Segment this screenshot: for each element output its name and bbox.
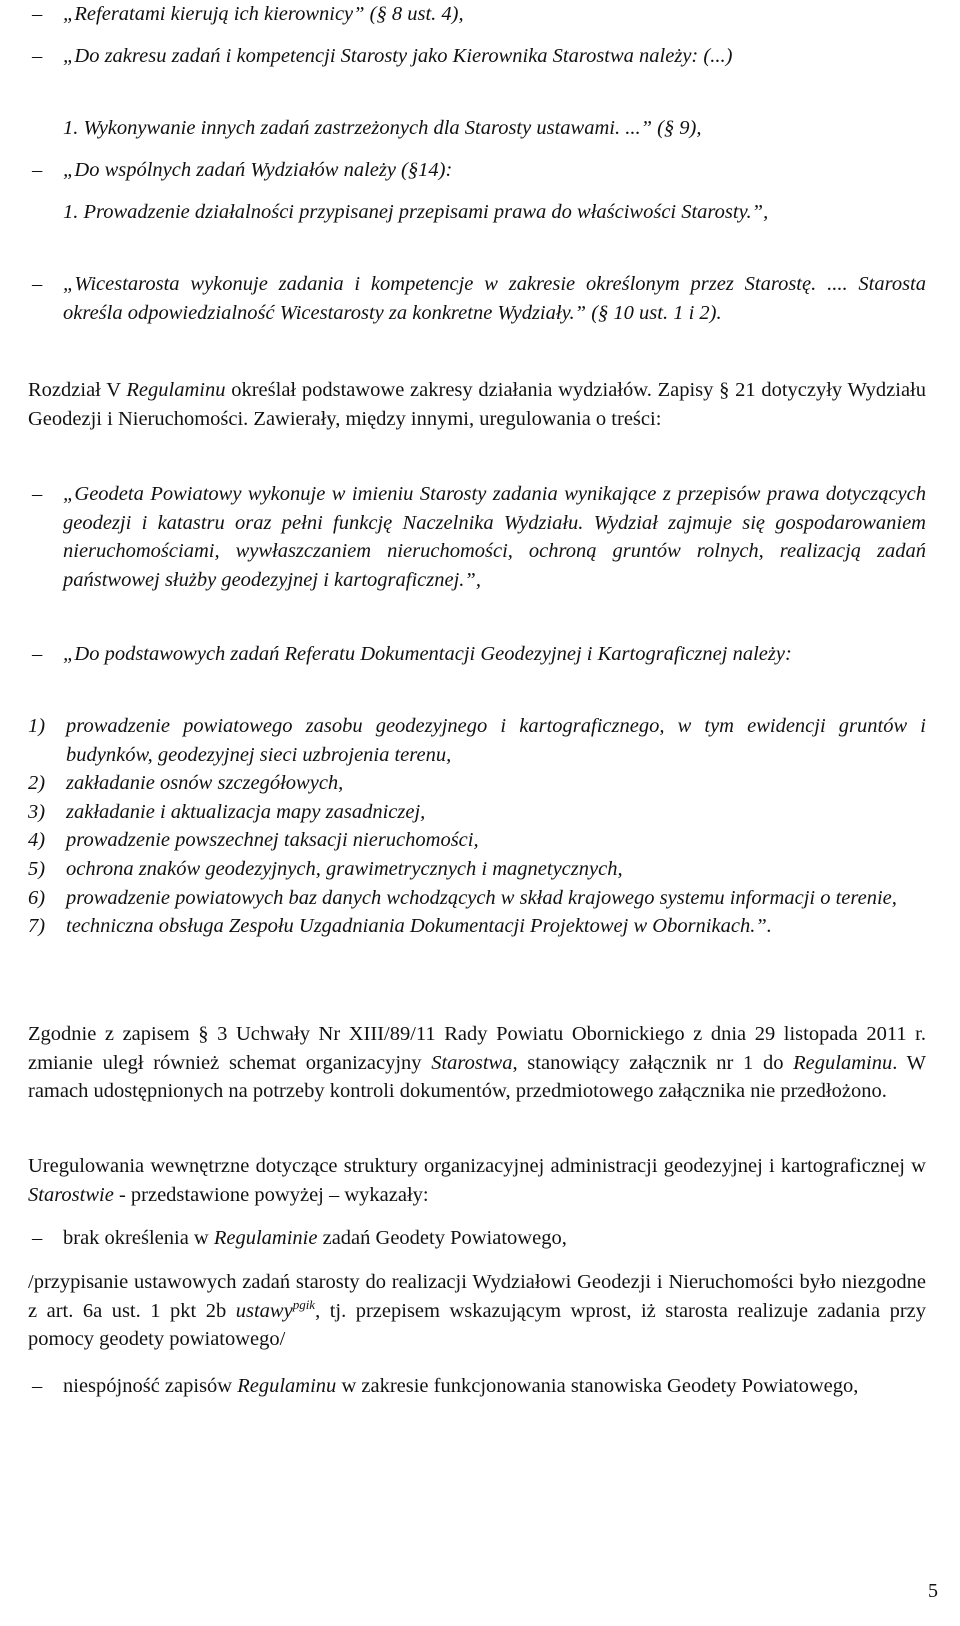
dash-bullet: – bbox=[32, 643, 43, 665]
list-item bbox=[28, 855, 926, 884]
quote-zakres-starosty bbox=[28, 42, 926, 71]
text-run: Zgodnie z zapisem § 3 Uchwały Nr XIII/89/11 Rady Powiatu Obornickiego z dnia 29 listopada 2011 r. zmianie uległ również schemat organizacyjny bbox=[28, 1023, 926, 1074]
list-item bbox=[28, 826, 926, 855]
quote-text: „Referatami kierują ich kierownicy” (§ 8 ust. 4), bbox=[63, 3, 464, 25]
list-text: zakładanie osnów szczegółowych, bbox=[66, 772, 344, 795]
dash-bullet: – bbox=[32, 273, 43, 295]
quote-geodeta-powiatowy bbox=[28, 480, 926, 594]
text-run: Uregulowania wewnętrzne dotyczące struktury organizacyjnej administracji geodezyjnej i kartograficznej w bbox=[28, 1155, 926, 1177]
text-run-italic: Regulaminie bbox=[213, 1227, 318, 1249]
text-run: , stanowiący załącznik nr 1 do bbox=[512, 1051, 794, 1074]
list-item bbox=[28, 912, 926, 941]
text-run: Rozdział V bbox=[28, 379, 127, 401]
text-run-italic: Regulaminu bbox=[793, 1051, 893, 1074]
list-text: prowadzenie powszechnej taksacji nieruchomości, bbox=[66, 829, 479, 852]
list-number: 4) bbox=[28, 829, 46, 852]
text-run: w zakresie funkcjonowania stanowiska Geodety Powiatowego, bbox=[336, 1375, 859, 1397]
text-run: brak określenia w bbox=[63, 1227, 214, 1249]
page-number: 5 bbox=[928, 1580, 938, 1602]
list-item bbox=[28, 712, 926, 769]
list-text: techniczna obsługa Zespołu Uzgadniania Dokumentacji Projektowej w Obornikach.”. bbox=[66, 915, 772, 938]
list-item bbox=[28, 798, 926, 827]
quote-text: „Do zakresu zadań i kompetencji Starosty jako Kierownika Starostwa należy: (...) bbox=[63, 45, 733, 67]
quote-text: „Do wspólnych zadań Wydziałów należy (§14): bbox=[63, 159, 453, 181]
text-run-italic: Regulaminu bbox=[126, 379, 226, 401]
text-run: - przedstawione powyżej – wykazały: bbox=[113, 1183, 429, 1206]
quote-text: „Wicestarosta wykonuje zadania i kompetencje w zakresie określonym przez Starostę. .... Starosta określa odpowiedzialność Wicestarosty za konkretne Wydziały.” (§ 10 ust. 1 i 2). bbox=[63, 273, 926, 324]
superscript: pgik bbox=[292, 1296, 316, 1312]
quote-text: „Do podstawowych zadań Referatu Dokumentacji Geodezyjnej i Kartograficznej należy: bbox=[63, 643, 792, 665]
finding-brak-okreslenia bbox=[28, 1224, 926, 1253]
text-run: , tj. przepisem wskazującym wprost, iż starosta realizuje zadania przy pomocy geodety powiatowego/ bbox=[28, 1299, 926, 1351]
text-run-italic: Regulaminu bbox=[237, 1375, 337, 1397]
finding-niespojnosc bbox=[28, 1372, 926, 1401]
text-run: zadań Geodety Powiatowego, bbox=[317, 1227, 567, 1249]
quote-referat-dokumentacji bbox=[28, 640, 926, 669]
text-run-italic: Starostwa bbox=[431, 1051, 513, 1074]
text-run: /przypisanie ustawowych zadań starosty do realizacji Wydziałowi Geodezji i Nieruchomości było niezgodne z art. 6a ust. 1 pkt 2b bbox=[28, 1271, 926, 1322]
paragraph-uregulowania bbox=[28, 1152, 926, 1209]
quote-item-prowadzenie: 1. Prowadzenie działalności przypisanej przepisami prawa do właściwości Starosty.”, bbox=[63, 201, 769, 223]
paragraph-zgodnie bbox=[28, 1020, 926, 1106]
text-run-italic: ustawy bbox=[235, 1299, 293, 1322]
text-run: określał podstawowe zakresy działania wydziałów. Zapisy § 21 dotyczyły Wydziału Geodezji i Nieruchomości. Zawierały, między innymi, uregulowania o treści: bbox=[28, 379, 926, 430]
list-text: prowadzenie powiatowych baz danych wchodzących w skład krajowego systemu informacji o terenie, bbox=[66, 886, 897, 909]
list-text: ochrona znaków geodezyjnych, grawimetrycznych i magnetycznych, bbox=[66, 857, 623, 880]
list-item bbox=[28, 769, 926, 798]
quote-wspolne-zadania bbox=[28, 156, 926, 185]
paragraph-rozdzial-v bbox=[28, 376, 926, 433]
list-text: prowadzenie powiatowego zasobu geodezyjnego i kartograficznego, w tym ewidencji gruntów i budynków, geodezyjnej sieci uzbrojenia terenu, bbox=[66, 715, 926, 766]
quote-referaty bbox=[28, 0, 926, 29]
list-number: 6) bbox=[28, 886, 46, 909]
quote-wicestarosta bbox=[28, 270, 926, 327]
list-number: 5) bbox=[28, 857, 46, 880]
dash-bullet: – bbox=[32, 1375, 43, 1397]
task-list bbox=[28, 712, 926, 941]
list-number: 2) bbox=[28, 772, 46, 795]
list-text: zakładanie i aktualizacja mapy zasadniczej, bbox=[66, 800, 426, 823]
text-run: niespójność zapisów bbox=[63, 1375, 238, 1397]
dash-bullet: – bbox=[32, 1227, 43, 1249]
list-number: 1) bbox=[28, 715, 46, 737]
text-run: . W ramach udostępnionych na potrzeby kontroli dokumentów, przedmiotowego załącznika nie przedłożono. bbox=[28, 1051, 927, 1103]
quote-text: „Geodeta Powiatowy wykonuje w imieniu Starosty zadania wynikające z przepisów prawa dotyczących geodezji i katastru oraz pełni funkcję Naczelnika Wydziału. Wydział zajmuje się gospodarowaniem nieruchomościami, wywłaszczaniem nieruchomości, ochroną gruntów rolnych, realizacją zadań państwowej służby geodezyjnej i kartograficznej.”, bbox=[63, 483, 926, 591]
dash-bullet: – bbox=[32, 45, 43, 67]
text-run-italic: Starostwie bbox=[28, 1183, 114, 1206]
list-item bbox=[28, 884, 926, 913]
dash-bullet: – bbox=[32, 159, 43, 181]
list-number: 3) bbox=[28, 800, 46, 823]
quote-item-wykonywanie: 1. Wykonywanie innych zadań zastrzeżonych dla Starosty ustawami. ...” (§ 9), bbox=[63, 117, 702, 139]
dash-bullet: – bbox=[32, 3, 43, 25]
paragraph-przypisanie bbox=[28, 1268, 926, 1354]
list-number: 7) bbox=[28, 915, 46, 938]
dash-bullet: – bbox=[32, 483, 43, 505]
